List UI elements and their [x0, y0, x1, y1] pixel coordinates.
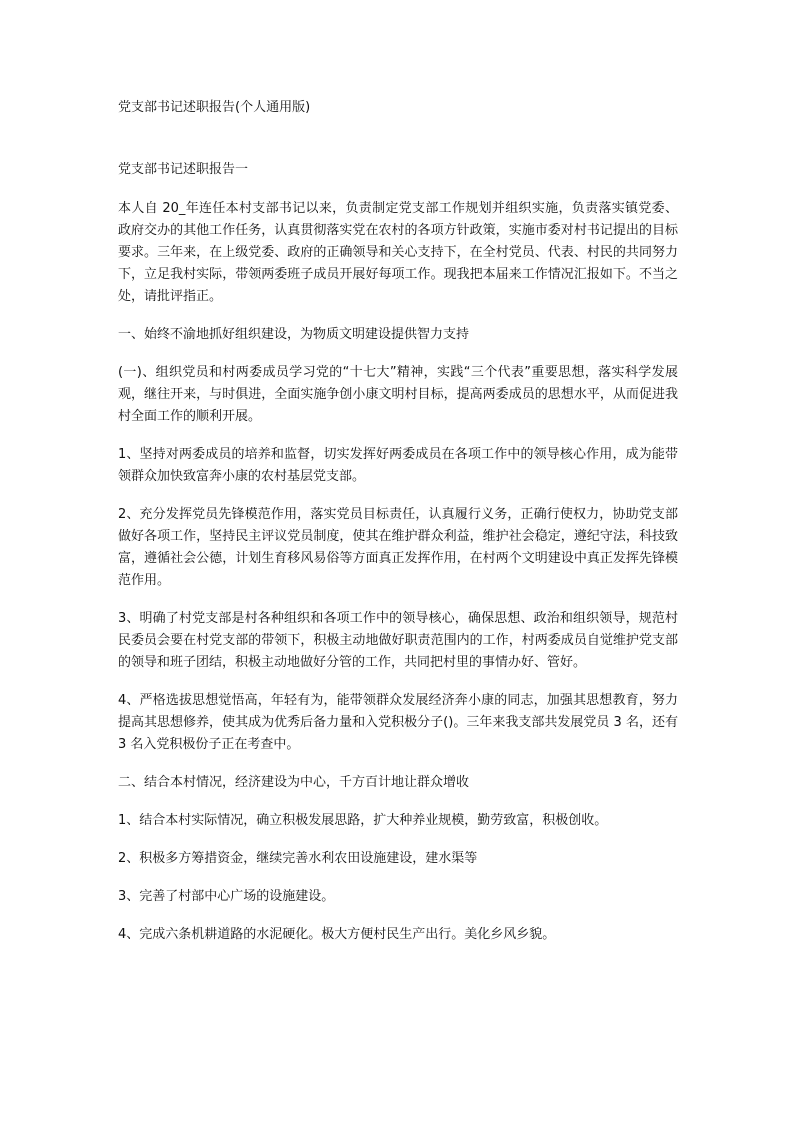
document-title: 党支部书记述职报告(个人通用版) — [118, 100, 311, 115]
paragraph-1: (一)、组织党员和村两委成员学习党的“十七大”精神，实践“三个代表”重要思想，落实科学发展观，继往开来，与时俱进，全面实施争创小康文明村目标，提高两委成员的思想水平，从而促进我村全面工作的顺利开展。 — [118, 365, 678, 424]
section-title: 党支部书记述职报告一 — [118, 162, 249, 177]
intro-paragraph: 本人自 20_年连任本村支部书记以来，负责制定党支部工作规划并组织实施，负责落实镇党委、政府交办的其他工作任务，认真贯彻落实党在农村的各项方针政策，实施市委对村书记提出的目标要求。三年来，在上级党委、政府的正确领导和关心支持下，在全村党员、代表、村民的共同努力下，立足我村实际，带领两委班子成员开展好每项工作。现我把本届来工作情况汇报如下。不当之处，请批评指正。 — [118, 201, 678, 304]
section-heading-2: 二、结合本村情况，经济建设为中心，千方百计地让群众增收 — [118, 775, 470, 790]
paragraph-6: 1、结合本村实际情况，确立积极发展思路，扩大种养业规模，勤劳致富，积极创收。 — [118, 813, 608, 828]
paragraph-3: 2、充分发挥党员先锋模范作用，落实党员目标责任，认真履行义务，正确行使权力，协助党支部做好各项工作，坚持民主评议党员制度，使其在维护群众利益，维护社会稳定，遵纪守法，科技致富，遵循社会公德，计划生育移风易俗等方面真正发挥作用，在村两个文明建设中真正发挥先锋模范作用。 — [118, 507, 678, 588]
section-heading-1: 一、始终不渝地抓好组织建设，为物质文明建设提供智力支持 — [118, 327, 470, 342]
paragraph-7: 2、积极多方筹措资金，继续完善水利农田设施建设，建水渠等 — [118, 851, 478, 866]
document-body — [118, 198, 678, 962]
paragraph-4: 3、明确了村党支部是村各种组织和各项工作中的领导核心，确保思想、政治和组织领导，规范村民委员会要在村党支部的带领下，积极主动地做好职责范围内的工作，村两委成员自觉维护党支部的领导和班子团结，积极主动地做好分管的工作，共同把村里的事情办好、管好。 — [118, 611, 678, 670]
paragraph-5: 4、严格选拔思想觉悟高，年轻有为，能带领群众发展经济奔小康的同志，加强其思想教育，努力提高其思想修养，使其成为优秀后备力量和入党积极分子()。三年来我支部共发展党员 3 名，还有 3 名入党积极份子正在考查中。 — [118, 693, 678, 752]
paragraph-9: 4、完成六条机耕道路的水泥硬化。极大方便村民生产出行。美化乡风乡貌。 — [118, 927, 556, 942]
paragraph-8: 3、完善了村部中心广场的设施建设。 — [118, 889, 335, 904]
paragraph-2: 1、坚持对两委成员的培养和监督，切实发挥好两委成员在各项工作中的领导核心作用，成为能带领群众加快致富奔小康的农村基层党支部。 — [118, 447, 678, 484]
